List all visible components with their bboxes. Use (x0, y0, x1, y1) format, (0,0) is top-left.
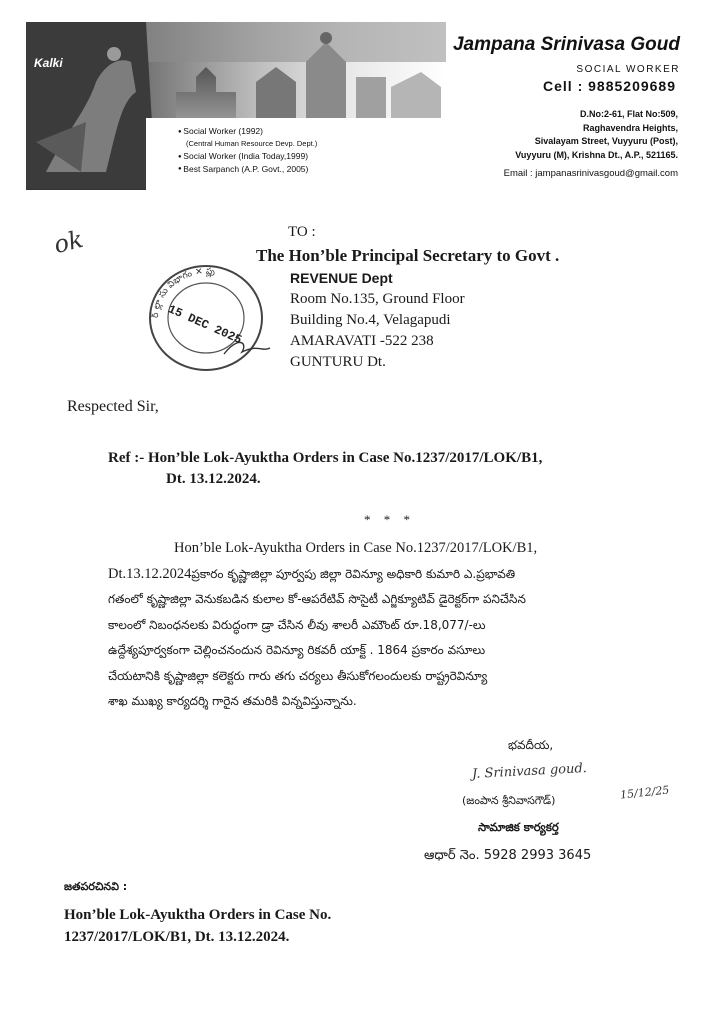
body-line: గతంలో కృష్ణాజిల్లా వెనుకబడిన కులాల కో-ఆపరేటివ్ సొసైటీ ఎగ్జిక్యూటివ్ డైరెక్టర్‌గా పనిచేసిన (108, 592, 526, 606)
letterhead-cell: Cell : 9885209689 (539, 78, 680, 94)
recipient-line: Room No.135, Ground Floor (290, 291, 465, 307)
letterhead-address (515, 108, 678, 162)
body-line-date: Dt.13.12.2024 (108, 565, 192, 582)
signer-role: సామాజిక కార్యకర్త (478, 820, 559, 834)
body-line: చేయటానికి కృష్ణాజిల్లా కలెక్టరు గారు తగు చర్యలు తీసుకోగలందులకు రాష్ట్రరెవిన్యూ (108, 668, 488, 683)
recipient-line: Building No.4, Velagapudi (290, 312, 451, 328)
recipient-address (290, 268, 465, 373)
address-line: Vuyyuru (M), Krishna Dt., A.P., 521165. (515, 149, 678, 160)
address-line: Raghavendra Heights, (582, 122, 678, 133)
reference-line: Ref :- Hon’ble Lok-Ayuktha Orders in Case No.1237/2017/LOK/B1, (108, 450, 543, 466)
credential-item: ● Social Worker (India Today,1999) (178, 150, 317, 163)
enclosure-text (64, 904, 331, 948)
letterhead-name: Jampana Srinivasa Goud (452, 34, 680, 55)
address-line: D.No:2-61, Flat No:509, (579, 109, 678, 119)
enclosure-line: 1237/2017/LOK/B1, Dt. 13.12.2024. (64, 929, 290, 945)
body-line-telugu: ప్రకారం కృష్ణాజిల్లా పూర్వపు జిల్లా రెవిన్యూ అధికారి కుమారి ఎ.ప్రభావతి (191, 566, 516, 581)
stamp-date: 15 DEC 2025 (165, 302, 244, 348)
salutation: Respected Sir, (67, 398, 159, 415)
credential-item: ● Best Sarpanch (A.P. Govt., 2005) (178, 163, 317, 176)
body-line: ఉద్దేశ్యపూర్వకంగా చెల్లించనందున రెవిన్యూ రికవరీ యాక్ట్ . 1864 ప్రకారం వసూలు (108, 643, 486, 657)
recipient-line: AMARAVATI -522 238 (290, 333, 434, 349)
logo-text: Kalki (34, 56, 63, 70)
recipient-title: The Hon’ble Principal Secretary to Govt . (256, 246, 560, 265)
recipient-line: REVENUE Dept (290, 270, 393, 286)
enclosure-label: జతపరచినవి : (64, 880, 128, 893)
received-stamp (138, 256, 274, 380)
enclosure-line: Hon’ble Lok-Ayuktha Orders in Case No. (64, 907, 332, 923)
closing: భవదీయ, (508, 738, 554, 752)
letterhead (26, 22, 686, 190)
letterhead-role: SOCIAL WORKER (576, 64, 680, 75)
separator: * * * (364, 512, 415, 527)
recipient-line: GUNTURU Dt. (290, 354, 386, 370)
body-line: శాఖ ముఖ్య కార్యదర్శి గారైన తమరికి విన్నవిస్తున్నాను. (108, 694, 357, 708)
body-line (108, 562, 668, 588)
signature-date: 15/12/25 (619, 783, 670, 802)
signer-name: (జంపాన శ్రీనివాసగౌడ్) (462, 794, 556, 807)
stamp-ring-text: ర్ ల్లా సు విభాగం ✕ ప్లు (150, 266, 216, 319)
to-label: TO : (288, 224, 316, 240)
signer-aadhar: ఆధార్ నెం. 5928 2993 3645 (424, 848, 592, 863)
body-line: కాలంలో నిబంధనలకు విరుద్ధంగా డ్రా చేసిన లీవు శాలరీ ఎమౌంట్ రూ.18,077/-లు (108, 617, 486, 632)
credentials-list (178, 125, 317, 175)
handwritten-signature: J. Srinivasa goud. (471, 761, 588, 782)
letterhead-email: Email : jampanasrinivasgoud@gmail.com (503, 168, 678, 179)
address-line: Sivalayam Street, Vuyyuru (Post), (534, 136, 678, 146)
letter-body (108, 536, 668, 715)
credential-item: (Central Human Resource Devp. Dept.) (186, 138, 318, 148)
body-line: Hon’ble Lok-Ayuktha Orders in Case No.1237/2017/LOK/B1, (174, 540, 538, 556)
handwritten-initial: ok (51, 224, 86, 260)
reference-date: Dt. 13.12.2024. (166, 471, 261, 487)
credential-item: ● Social Worker (1992) (178, 125, 317, 138)
